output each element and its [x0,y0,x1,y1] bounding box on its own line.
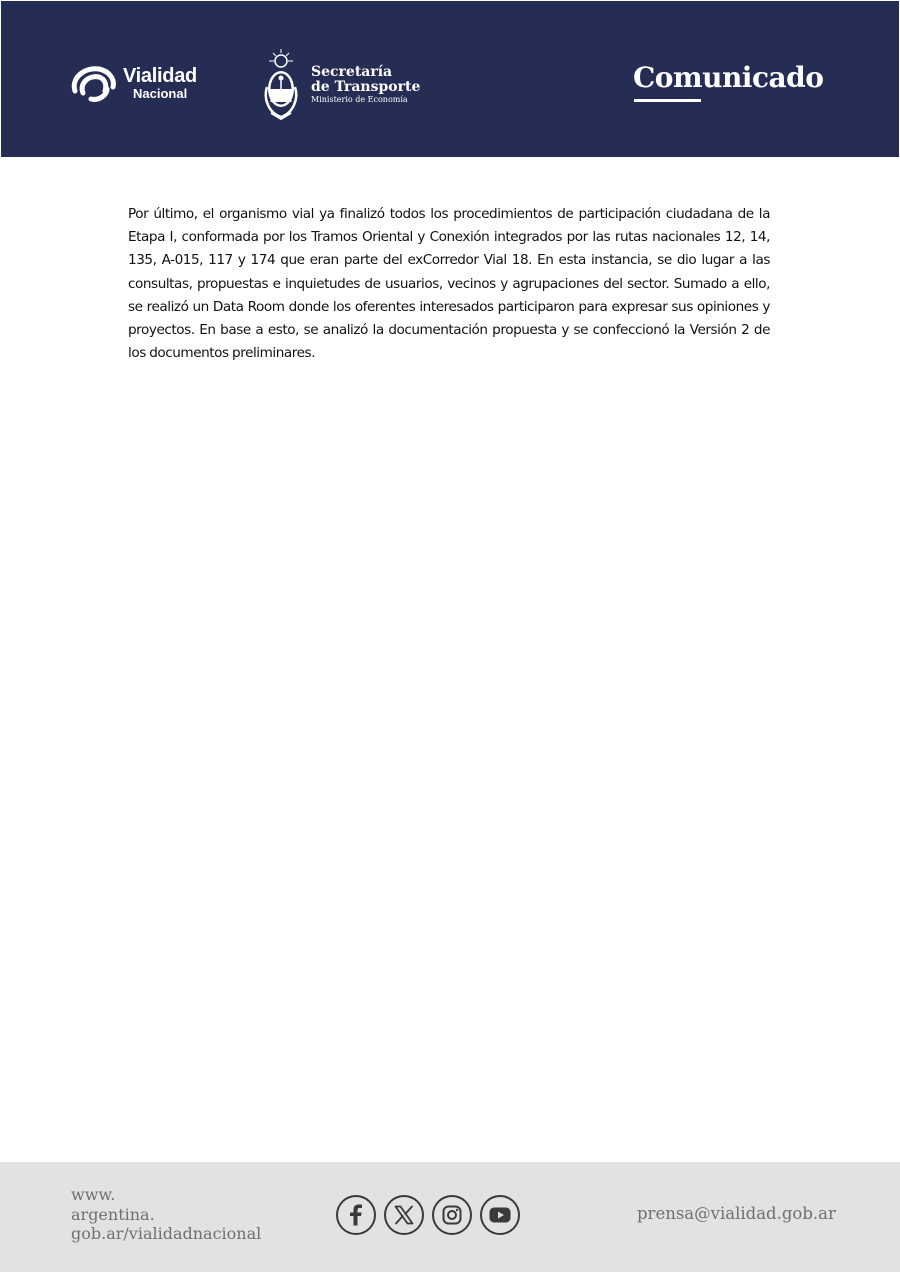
coat-of-arms-icon [259,47,303,121]
header-banner [1,1,899,157]
footer-url-line2: argentina. [71,1204,155,1224]
social-icons [336,1195,520,1235]
secretaria-line2: de Transporte [311,78,421,95]
x-icon[interactable] [384,1195,424,1235]
instagram-icon[interactable] [432,1195,472,1235]
footer-bar [0,1162,900,1272]
secretaria-line3: Ministerio de Economía [311,94,408,104]
comunicado-title: Comunicado [633,61,824,94]
comunicado-underline [634,99,701,102]
footer-email-link[interactable]: prensa@vialidad.gob.ar [637,1204,836,1223]
vialidad-nacional-logo [69,63,197,103]
press-release-paragraph: Por último, el organismo vial ya finalizó todos los procedimientos de participación ciudadana de la Etapa I, conformada por los Tramos Oriental y Conexión integrados por las rutas nacionales 12, 14, 135, A-015, 117 y 174 que eran parte del exCorredor Vial 18. En esta instancia, se dio lugar a las consultas, propuestas e inquietudes de usuarios, vecinos y agrupaciones del sector. Sumado a ello, se realizó un Data Room donde los oferentes interesados participaron para expresar sus opiniones y proyectos. En base a esto, se analizó la documentación propuesta y se confeccionó la Versión 2 de los documentos preliminares. [128,206,770,362]
footer-url-line1: www. [71,1185,116,1204]
footer-url-line3: gob.ar/vialidadnacional [71,1224,262,1243]
youtube-icon[interactable] [480,1195,520,1235]
secretaria-transporte-logo [259,47,420,121]
vialidad-subtitle: Nacional [133,86,188,101]
footer-website-link[interactable] [71,1185,261,1244]
facebook-icon[interactable] [336,1195,376,1235]
vialidad-title: Vialidad [123,65,197,87]
secretaria-line1: Secretaría [311,63,393,80]
vialidad-swirl-icon [69,63,117,103]
